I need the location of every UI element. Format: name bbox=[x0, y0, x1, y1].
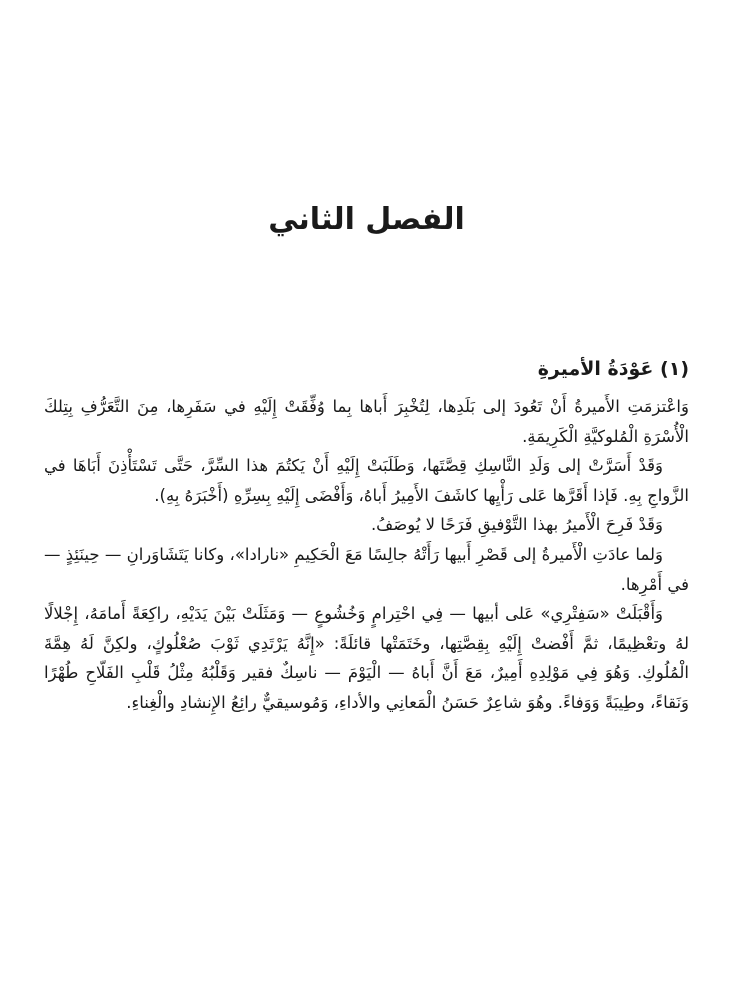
paragraph: وَلما عادَتِ الْأَميرةُ إلى قَصْرِ أَبيها رَأَتْهُ جالِسًا مَعَ الْحَكِيمِ «نارادا»، وكانا يَتَشَاوَرانِ — حِينَئِذٍ — في أَمْرِها. bbox=[44, 544, 689, 594]
paragraph: وَقَدْ أَسَرَّتْ إلى وَلَدِ النَّاسِكِ قِصَّتَها، وَطَلَبَتْ إِلَيْهِ أَنْ يَكتُمَ هذا السِّرَّ، حَتَّى تَسْتَأْذِنَ أَبَاهَا في الزَّواجِ بِهِ. فَإذا أَقَرَّها عَلى رَأْيِها كاشَفَ الأَمِيرُ أَباهُ، وَأَفْضَى إِلَيْهِ بِسِرِّهِ (أَخْبَرَهُ بِهِ). bbox=[44, 456, 689, 505]
section-heading: (١) عَوْدَةُ الأميرةِ bbox=[537, 358, 689, 380]
chapter-title: الفصل الثاني bbox=[268, 202, 465, 237]
paragraph: وَاعْتزمَتِ الأَميرةُ أَنْ تَعُودَ إلى بَلَدِها، لِتُخْبِرَ أَباها بِما وُفِّقَتْ إِلَيْهِ في سَفَرِها، مِنَ التَّعَرُّفِ بِتِلكَ الْأُسْرَةِ الْمُلوكيَّةِ الْكَرِيمَةِ. bbox=[44, 397, 689, 446]
paragraph: وَقَدْ فَرِحَ الْأَميرُ بهذا التَّوْفيقِ فَرَحًا لا يُوصَفُ. bbox=[370, 515, 663, 535]
paragraph: وَأَقْبَلَتْ «سَفِتْرِي» عَلى أبيها — فِي احْتِرامٍ وَخُشُوعٍ — وَمَثَلَتْ بَيْنَ يَدَيْهِ، راكِعَةً أَمامَهُ، إِجْلالًا لهُ وتعْظِيمًا، ثمَّ أَفْضتْ إِلَيْهِ بِقِصَّتِها، وخَتَمَتْها قائلَةً: «إِنَّهُ يَرْتَدِي ثَوْبَ صُعْلُوكٍ، ولكِنَّ لَهُ هِمَّةَ الْمُلُوكِ. وَهُوَ فِي مَوْلِدِهِ أَمِيرٌ، مَعَ أَنَّ أَباهُ — الْيَوْمَ — ناسِكٌ فقير وَقَلْبُهُ مِثْلُ قَلْبِ الفَلّاحِ طُهْرًا وَنَقاءً، وطِيبَةً وَوَفاءً. وهُوَ شاعِرٌ حَسَنُ الْمَعانِي والأداءِ، وَمُوسيقيٌّ رائِعُ الإِنشادِ والْغِناءِ. bbox=[44, 604, 689, 712]
body-text bbox=[44, 392, 689, 718]
